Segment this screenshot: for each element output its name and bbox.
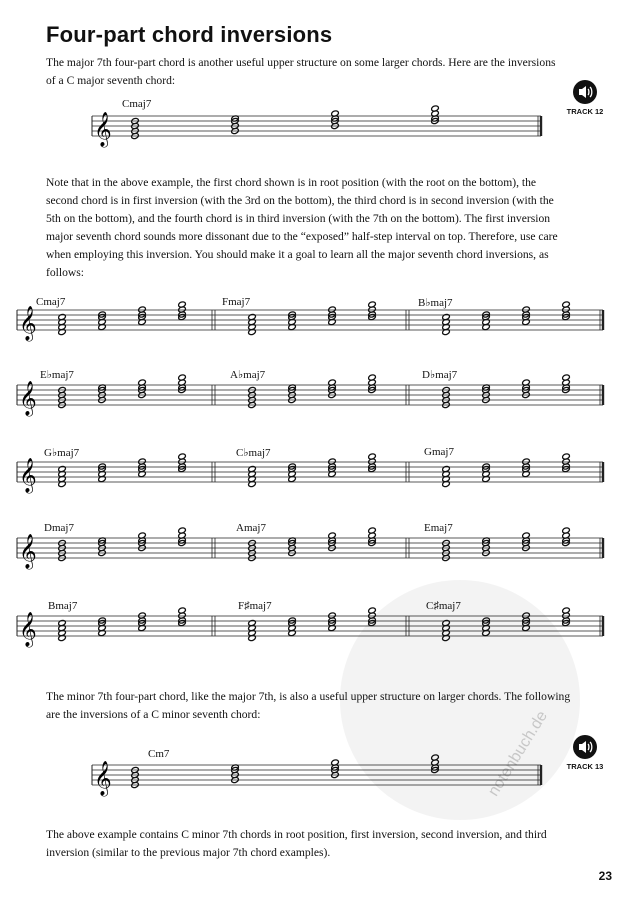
chord-label: A♭maj7 bbox=[230, 369, 266, 381]
chord-label: Dmaj7 bbox=[44, 522, 74, 534]
chord-label: Amaj7 bbox=[236, 522, 266, 534]
treble-clef: 𝄞 bbox=[19, 534, 37, 569]
treble-clef: 𝄞 bbox=[19, 381, 37, 416]
page-title: Four-part chord inversions bbox=[46, 22, 333, 47]
chord-label: Cmaj7 bbox=[36, 296, 66, 308]
treble-clef: 𝄞 bbox=[94, 112, 112, 147]
watermark-text: notenbuch.de bbox=[485, 708, 551, 800]
outro-paragraph: The above example contains C minor 7th chords in root position, first inversion, second inversion, and third inversion (similar to the previous major 7th chord examples). bbox=[46, 828, 547, 859]
treble-clef: 𝄞 bbox=[19, 612, 37, 647]
chord-label: Gmaj7 bbox=[424, 446, 454, 458]
treble-clef: 𝄞 bbox=[19, 306, 37, 341]
explanation-paragraph: Note that in the above example, the first chord shown is in root position (with the root on the bottom), the second chord is in first inversion (with the 3rd on the bottom), the third chord is in second inversion (with the 5th on the bottom), and the fourth chord is in third inversion (with the 7th on the bottom). The first inversion major seventh chord sounds more dissonant due to the “exposed” half-step interval on top. Therefore, use care when employing this inversion. You should make it a goal to learn all the major seventh chord inversions, as follows: bbox=[46, 176, 558, 279]
chord-label: B♭maj7 bbox=[418, 297, 453, 309]
track-label: TRACK 12 bbox=[566, 107, 604, 116]
chord-label: F♯maj7 bbox=[238, 600, 272, 612]
intro-paragraph: The major 7th four-part chord is another useful upper structure on some larger chords. Here are the inversions of a C major seventh chord: bbox=[46, 56, 556, 87]
treble-clef: 𝄞 bbox=[94, 761, 112, 796]
chord-label: Emaj7 bbox=[424, 522, 453, 534]
minor-intro-paragraph: The minor 7th four-part chord, like the major 7th, is also a useful upper structure on larger chords. The following are the inversions of a C minor seventh chord: bbox=[46, 690, 571, 721]
chord-label-cmaj7-example: Cmaj7 bbox=[122, 98, 152, 110]
page-number: 23 bbox=[598, 869, 612, 883]
chord-label: D♭maj7 bbox=[422, 369, 458, 381]
chord-label: Bmaj7 bbox=[48, 600, 78, 612]
chord-label-cm7-example: Cm7 bbox=[148, 748, 170, 760]
chord-label: C♭maj7 bbox=[236, 447, 271, 459]
chord-label: G♭maj7 bbox=[44, 447, 80, 459]
chord-label: E♭maj7 bbox=[40, 369, 74, 381]
chord-label: Fmaj7 bbox=[222, 296, 251, 308]
treble-clef: 𝄞 bbox=[19, 458, 37, 493]
chord-label: C♯maj7 bbox=[426, 600, 461, 612]
track-label: TRACK 13 bbox=[566, 762, 604, 771]
